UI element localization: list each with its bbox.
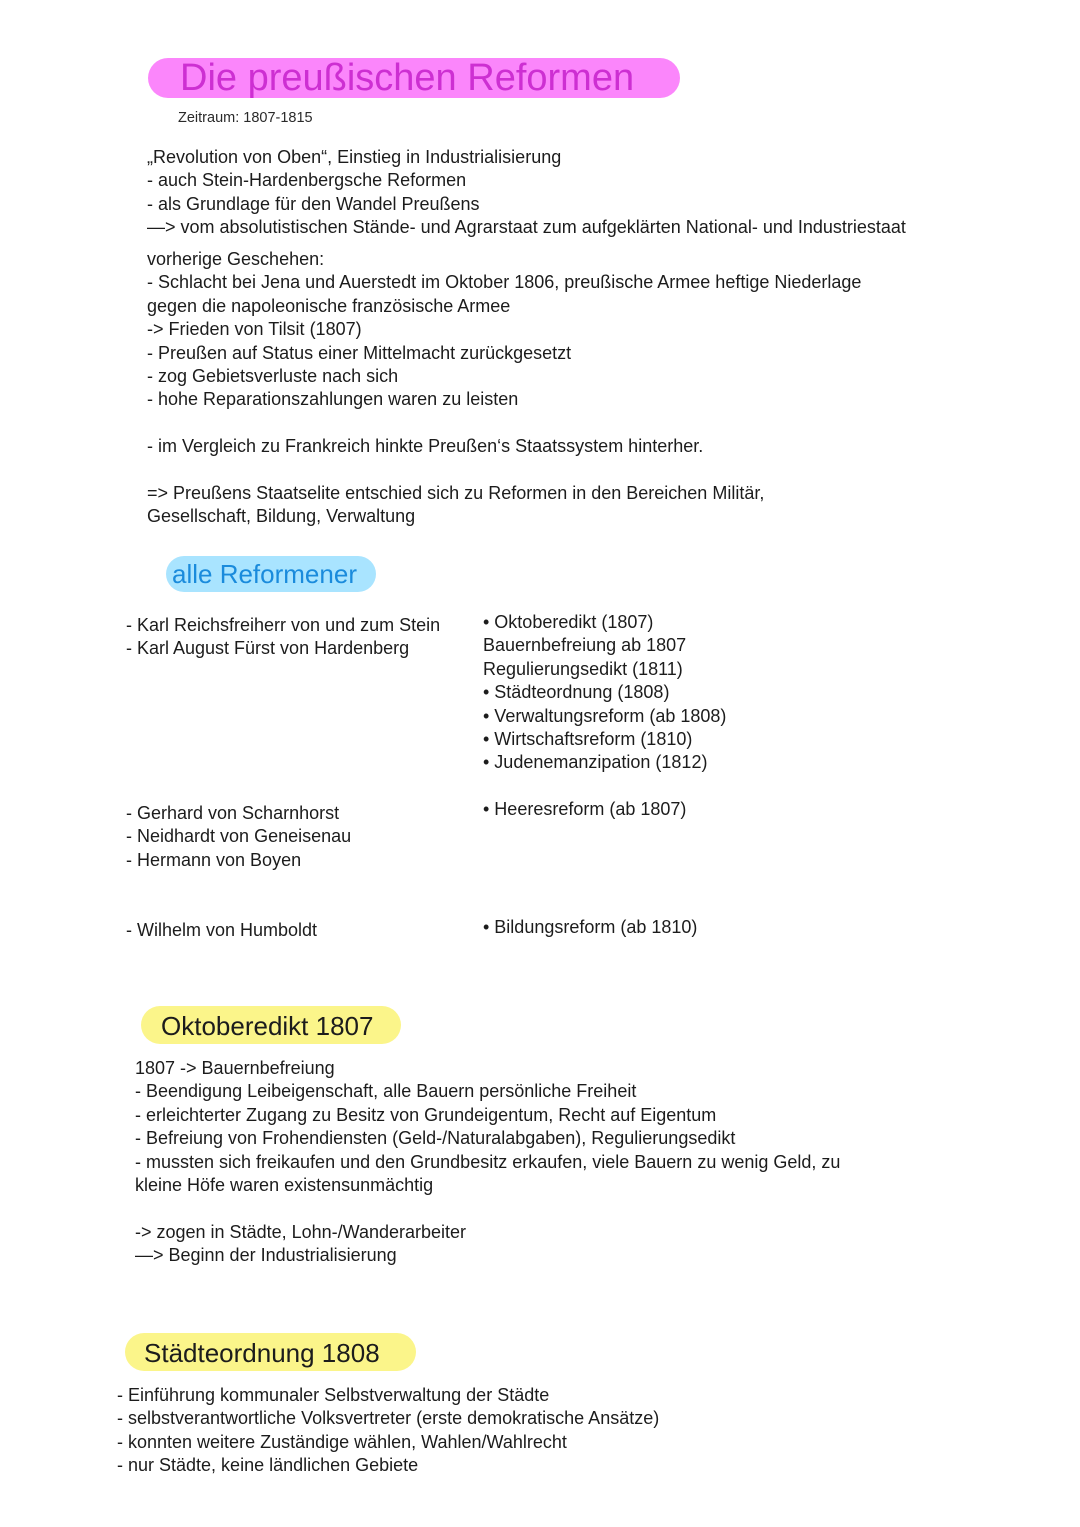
reformer-name: - Karl August Fürst von Hardenberg <box>126 638 410 659</box>
intro-line: - auch Stein-Hardenbergsche Reformen <box>147 170 467 191</box>
reform-item: • Judenemanzipation (1812) <box>483 752 708 773</box>
reform-item: • Oktoberedikt (1807) <box>483 612 654 632</box>
reformer-name: - Karl Reichsfreiherr von und zum Stein <box>126 615 441 635</box>
oktoberedikt-line: 1807 -> Bauernbefreiung <box>135 1058 335 1078</box>
conclusion-line: Gesellschaft, Bildung, Verwaltung <box>147 506 416 527</box>
reform-item: Regulierungsedikt (1811) <box>483 658 683 679</box>
reformer-name: - Gerhard von Scharnhorst <box>126 803 340 823</box>
reform-item: • Wirtschaftsreform (1810) <box>483 728 693 749</box>
reformer-name: - Hermann von Boyen <box>126 849 302 870</box>
reform-item: • Heeresreform (ab 1807) <box>483 799 687 819</box>
staedteordnung-section <box>117 1384 659 1478</box>
staedteordnung-line: - Einführung kommunaler Selbstverwaltung der Städte <box>117 1385 550 1405</box>
reform-item: • Verwaltungsreform (ab 1808) <box>483 705 727 726</box>
background-section <box>147 248 861 529</box>
reformer-group-2-people <box>126 802 351 872</box>
reform-item: Bauernbefreiung ab 1807 <box>483 635 687 656</box>
oktoberedikt-section <box>135 1057 840 1268</box>
background-line: -> Frieden von Tilsit (1807) <box>147 319 362 340</box>
reformer-name: - Wilhelm von Humboldt <box>126 920 318 940</box>
period-label: Zeitraum: 1807-1815 <box>178 110 313 126</box>
staedteordnung-heading: Städteordnung 1808 <box>125 1333 416 1371</box>
reformer-group-1-people <box>126 614 440 661</box>
page-title: Die preußischen Reformen <box>148 58 680 98</box>
staedteordnung-line: - nur Städte, keine ländlichen Gebiete <box>117 1455 419 1476</box>
background-line: - zog Gebietsverluste nach sich <box>147 365 399 386</box>
background-line: - hohe Reparationszahlungen waren zu leisten <box>147 389 519 410</box>
background-line: - Schlacht bei Jena und Auerstedt im Oktober 1806, preußische Armee heftige Niederlage <box>147 272 862 293</box>
intro-section <box>147 146 906 240</box>
intro-line: „Revolution von Oben“, Einstieg in Industrialisierung <box>147 147 562 167</box>
consequence-line: -> zogen in Städte, Lohn-/Wanderarbeiter <box>135 1221 467 1242</box>
oktoberedikt-heading: Oktoberedikt 1807 <box>141 1006 401 1044</box>
staedteordnung-line: - konnten weitere Zuständige wählen, Wahlen/Wahlrecht <box>117 1431 567 1452</box>
comparison-line: - im Vergleich zu Frankreich hinkte Preußen‘s Staatssystem hinterher. <box>147 436 704 457</box>
background-line: gegen die napoleonische französische Armee <box>147 295 511 316</box>
background-line: - Preußen auf Status einer Mittelmacht zurückgesetzt <box>147 342 572 363</box>
oktoberedikt-line: kleine Höfe waren existensunmächtig <box>135 1174 434 1195</box>
conclusion-line: => Preußens Staatselite entschied sich zu Reformen in den Bereichen Militär, <box>147 482 765 503</box>
reformers-heading: alle Reformener <box>166 556 376 592</box>
oktoberedikt-line: - Beendigung Leibeigenschaft, alle Bauern persönliche Freiheit <box>135 1081 637 1102</box>
intro-line: - als Grundlage für den Wandel Preußens <box>147 193 480 214</box>
reformer-group-3-people <box>126 919 317 942</box>
reformer-group-1-reforms <box>483 611 726 775</box>
intro-line: —> vom absolutistischen Stände- und Agrarstaat zum aufgeklärten National- und Industriestaat <box>147 217 906 238</box>
oktoberedikt-line: - mussten sich freikaufen und den Grundbesitz erkaufen, viele Bauern zu wenig Geld, zu <box>135 1151 841 1172</box>
reformer-name: - Neidhardt von Geneisenau <box>126 826 352 847</box>
staedteordnung-line: - selbstverantwortliche Volksvertreter (erste demokratische Ansätze) <box>117 1408 660 1429</box>
reformer-group-2-reforms <box>483 798 686 821</box>
oktoberedikt-line: - erleichterter Zugang zu Besitz von Grundeigentum, Recht auf Eigentum <box>135 1104 717 1125</box>
oktoberedikt-line: - Befreiung von Frohendiensten (Geld-/Naturalabgaben), Regulierungsedikt <box>135 1128 736 1149</box>
reform-item: • Bildungsreform (ab 1810) <box>483 917 698 937</box>
reform-item: • Städteordnung (1808) <box>483 682 670 703</box>
background-line: vorherige Geschehen: <box>147 249 325 269</box>
reformer-group-3-reforms <box>483 916 697 939</box>
consequence-line: —> Beginn der Industrialisierung <box>135 1245 397 1266</box>
